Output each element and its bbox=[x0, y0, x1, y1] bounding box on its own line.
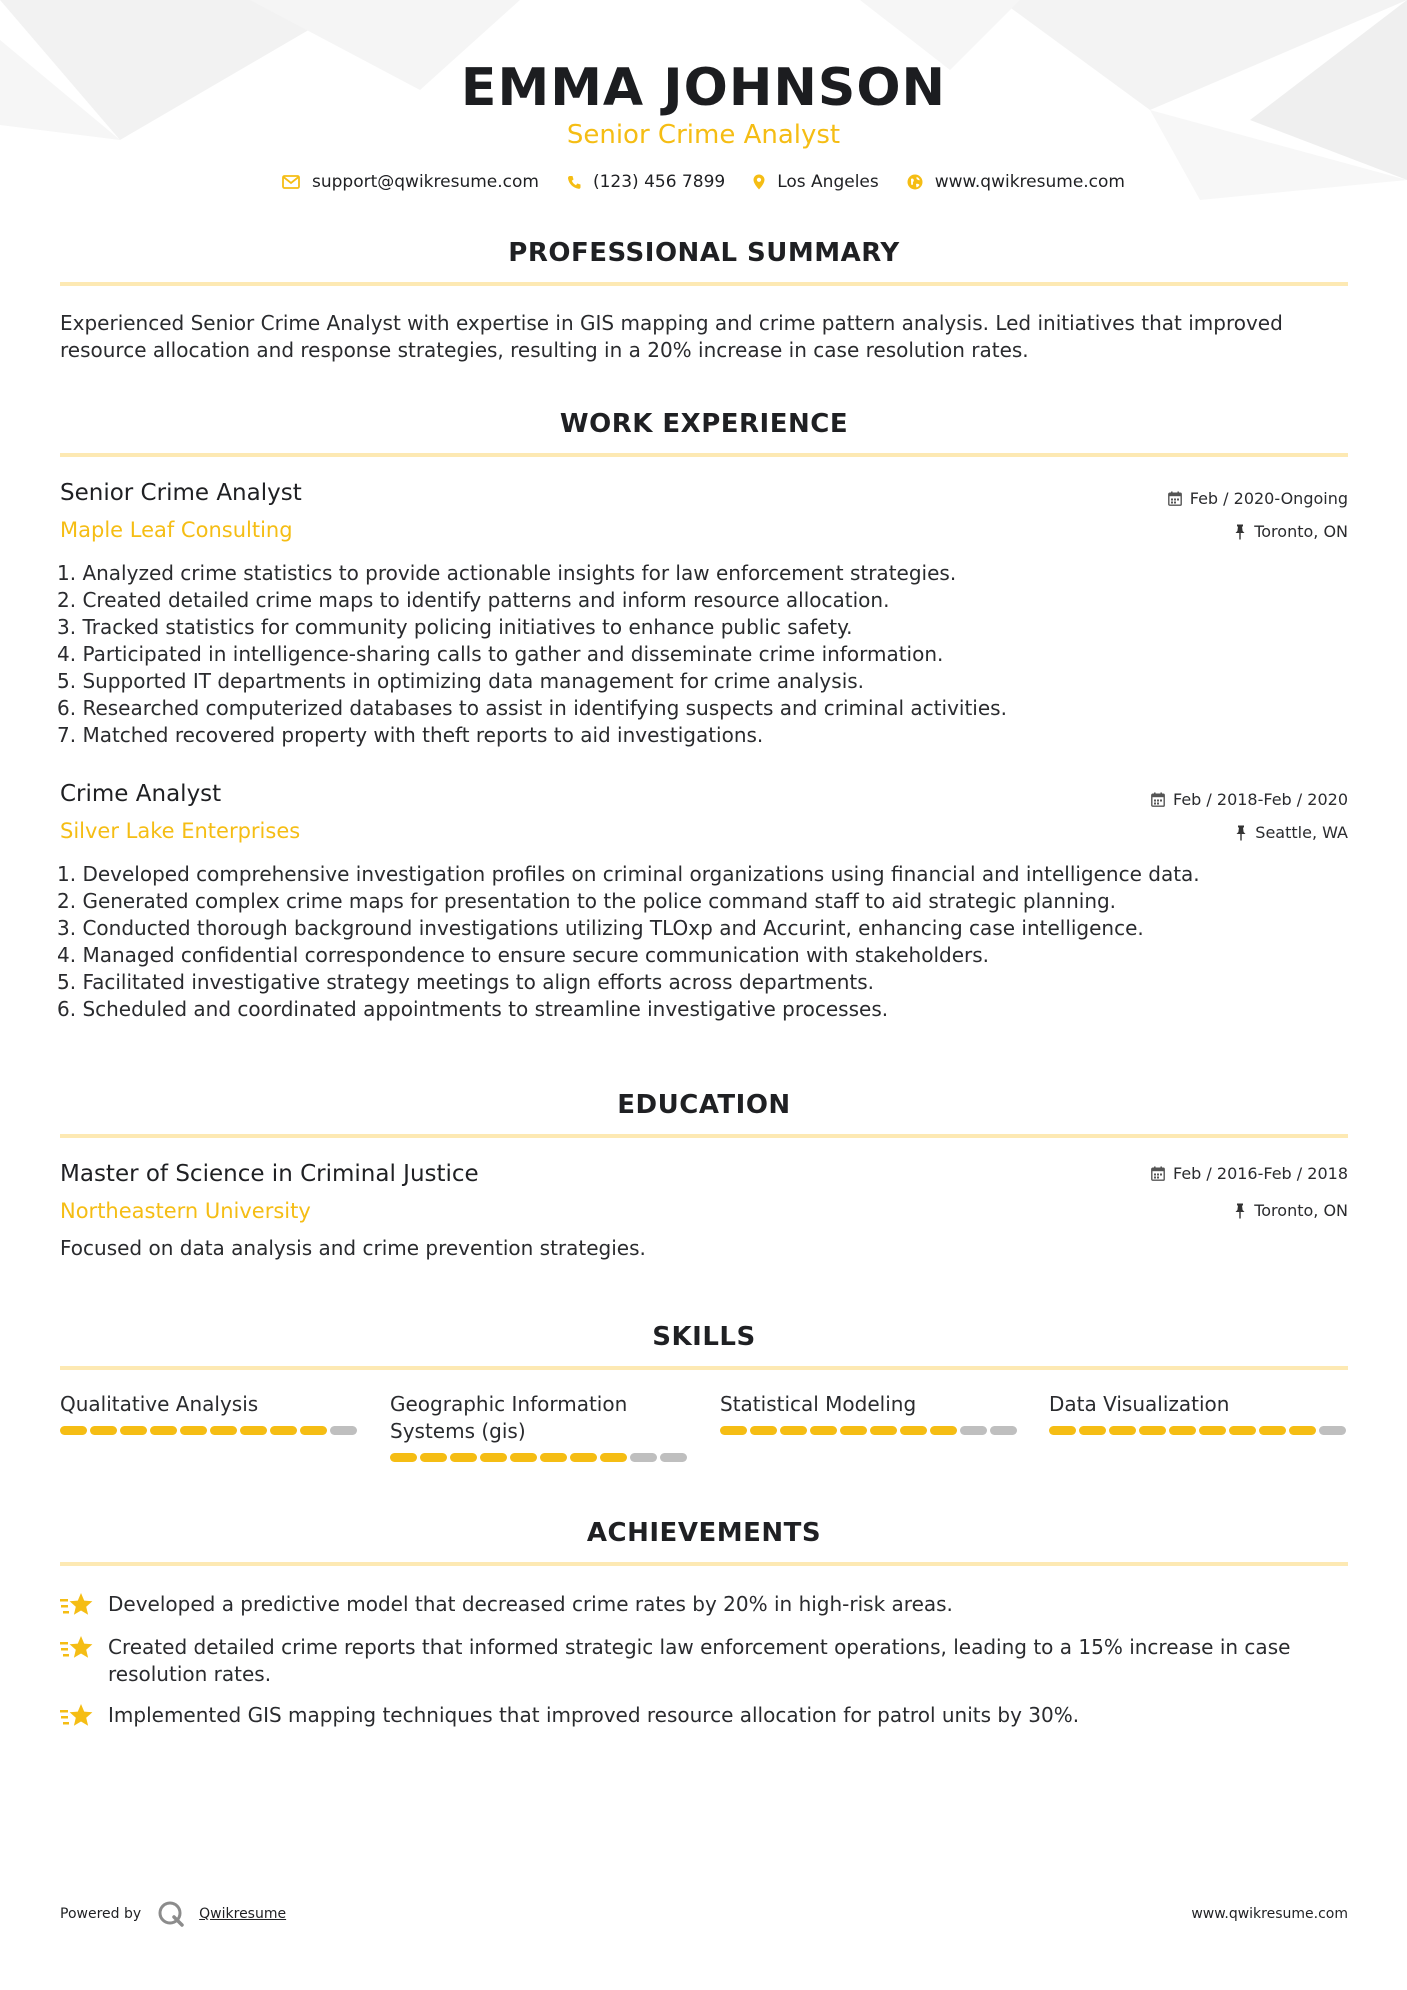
list-item: 4. Participated in intelligence-sharing calls to gather and disseminate crime information. bbox=[57, 642, 944, 666]
skill-dot-filled bbox=[210, 1426, 237, 1435]
education-date-text: Feb / 2016-Feb / 2018 bbox=[1173, 1164, 1348, 1183]
skill-dot-filled bbox=[600, 1453, 627, 1462]
summary-heading: PROFESSIONAL SUMMARY bbox=[508, 238, 900, 268]
list-item: 5. Supported IT departments in optimizing data management for crime analysis. bbox=[57, 669, 865, 693]
skill-dot-filled bbox=[450, 1453, 477, 1462]
skill-dot-filled bbox=[420, 1453, 447, 1462]
achievement-item bbox=[60, 1634, 1350, 1688]
skill-dot-empty bbox=[990, 1426, 1017, 1435]
skill-item bbox=[390, 1391, 690, 1462]
skill-dot-filled bbox=[150, 1426, 177, 1435]
skill-dot-empty bbox=[1319, 1426, 1346, 1435]
pin-icon bbox=[1234, 1203, 1246, 1219]
education-description: Focused on data analysis and crime prevention strategies. bbox=[60, 1236, 646, 1260]
job-title: Crime Analyst bbox=[60, 781, 222, 807]
skill-dot-filled bbox=[840, 1426, 867, 1435]
contact-location-text: Los Angeles bbox=[777, 172, 879, 192]
skill-item bbox=[720, 1391, 1020, 1435]
skill-level-bar bbox=[60, 1426, 360, 1435]
skill-dot-filled bbox=[300, 1426, 327, 1435]
skill-name: Geographic Information Systems (gis) bbox=[390, 1392, 628, 1443]
list-item: 3. Conducted thorough background investigations utilizing TLOxp and Accurint, enhancing case intelligence. bbox=[57, 916, 1144, 940]
list-item: 2. Created detailed crime maps to identify patterns and inform resource allocation. bbox=[57, 588, 890, 612]
achievement-text: Implemented GIS mapping techniques that improved resource allocation for patrol units by 30%. bbox=[108, 1703, 1080, 1727]
education-heading: EDUCATION bbox=[617, 1090, 791, 1120]
education-divider bbox=[60, 1134, 1348, 1138]
skill-dot-filled bbox=[1199, 1426, 1226, 1435]
job-date bbox=[1168, 489, 1348, 508]
job-date-text: Feb / 2020-Ongoing bbox=[1189, 489, 1348, 508]
skill-dot-empty bbox=[330, 1426, 357, 1435]
skill-item bbox=[1049, 1391, 1349, 1435]
skill-dot-filled bbox=[930, 1426, 957, 1435]
achievements-heading: ACHIEVEMENTS bbox=[586, 1518, 822, 1548]
skill-dot-filled bbox=[180, 1426, 207, 1435]
envelope-icon bbox=[282, 175, 300, 189]
job-location-text: Toronto, ON bbox=[1254, 522, 1348, 541]
achievement-text: Created detailed crime reports that informed strategic law enforcement operations, leading to a 15% increase in case resolution rates. bbox=[108, 1635, 1291, 1686]
skill-dot-filled bbox=[480, 1453, 507, 1462]
footer bbox=[60, 1900, 1348, 1928]
qwikresume-logo-icon bbox=[157, 1900, 185, 1928]
skill-dot-filled bbox=[510, 1453, 537, 1462]
skill-dot-filled bbox=[1289, 1426, 1316, 1435]
job-date bbox=[1151, 790, 1348, 809]
list-item: 1. Analyzed crime statistics to provide actionable insights for law enforcement strategies. bbox=[57, 561, 957, 585]
phone-icon bbox=[567, 175, 581, 190]
skill-dot-filled bbox=[1139, 1426, 1166, 1435]
skill-dot-filled bbox=[1049, 1426, 1076, 1435]
contact-location bbox=[753, 172, 879, 192]
contact-phone[interactable] bbox=[567, 172, 725, 192]
list-item: 1. Developed comprehensive investigation profiles on criminal organizations using financial and intelligence data. bbox=[57, 862, 1200, 886]
pin-icon bbox=[1234, 524, 1246, 540]
contact-website[interactable] bbox=[907, 172, 1125, 192]
skill-level-bar bbox=[720, 1426, 1020, 1435]
degree-title: Master of Science in Criminal Justice bbox=[60, 1161, 479, 1187]
list-item: 5. Facilitated investigative strategy meetings to align efforts across departments. bbox=[57, 970, 875, 994]
summary-text: Experienced Senior Crime Analyst with expertise in GIS mapping and crime pattern analysis. Led initiatives that improved resource allocation and response strategies, resulting in a 20% increase in case resolution rates. bbox=[60, 311, 1283, 362]
skill-dot-filled bbox=[1259, 1426, 1286, 1435]
skill-dot-filled bbox=[720, 1426, 747, 1435]
achievement-item bbox=[60, 1591, 1350, 1619]
achievement-item bbox=[60, 1702, 1350, 1730]
achievements-divider bbox=[60, 1562, 1348, 1566]
list-item: 6. Scheduled and coordinated appointments to streamline investigative processes. bbox=[57, 997, 889, 1021]
skill-name: Data Visualization bbox=[1049, 1392, 1230, 1416]
skill-dot-filled bbox=[570, 1453, 597, 1462]
list-item: 6. Researched computerized databases to assist in identifying suspects and criminal activities. bbox=[57, 696, 1007, 720]
skill-dot-filled bbox=[1229, 1426, 1256, 1435]
candidate-role: Senior Crime Analyst bbox=[566, 120, 841, 150]
contact-email[interactable] bbox=[282, 172, 539, 192]
skill-name: Statistical Modeling bbox=[720, 1392, 917, 1416]
candidate-name: EMMA JOHNSON bbox=[460, 58, 947, 118]
skill-dot-filled bbox=[1169, 1426, 1196, 1435]
skill-level-bar bbox=[390, 1453, 690, 1462]
skill-dot-filled bbox=[240, 1426, 267, 1435]
qwikresume-link[interactable]: Qwikresume bbox=[199, 1906, 287, 1922]
calendar-icon bbox=[1168, 491, 1182, 506]
skill-dot-filled bbox=[270, 1426, 297, 1435]
skills-divider bbox=[60, 1366, 1348, 1370]
footer-url[interactable]: www.qwikresume.com bbox=[1191, 1906, 1348, 1922]
job-company: Maple Leaf Consulting bbox=[60, 518, 293, 542]
education-location bbox=[1234, 1201, 1348, 1220]
skill-dot-empty bbox=[660, 1453, 687, 1462]
skills-heading: SKILLS bbox=[652, 1322, 756, 1352]
skill-dot-filled bbox=[390, 1453, 417, 1462]
job-location bbox=[1234, 522, 1348, 541]
job-location bbox=[1235, 823, 1348, 842]
star-icon bbox=[60, 1634, 94, 1662]
pin-icon bbox=[1235, 825, 1247, 841]
job-date-text: Feb / 2018-Feb / 2020 bbox=[1173, 790, 1348, 809]
list-item: 3. Tracked statistics for community policing initiatives to enhance public safety. bbox=[57, 615, 853, 639]
contact-website-text: www.qwikresume.com bbox=[934, 172, 1125, 192]
calendar-icon bbox=[1151, 1166, 1165, 1181]
list-item: 2. Generated complex crime maps for presentation to the police command staff to aid strategic planning. bbox=[57, 889, 1117, 913]
skill-dot-filled bbox=[780, 1426, 807, 1435]
skill-dot-filled bbox=[1109, 1426, 1136, 1435]
globe-icon bbox=[907, 174, 923, 190]
job-company: Silver Lake Enterprises bbox=[60, 819, 301, 843]
contact-email-text: support@qwikresume.com bbox=[312, 172, 539, 192]
skill-dot-filled bbox=[540, 1453, 567, 1462]
skill-dot-filled bbox=[870, 1426, 897, 1435]
skill-dot-empty bbox=[960, 1426, 987, 1435]
contact-phone-text: (123) 456 7899 bbox=[592, 172, 726, 192]
skill-dot-filled bbox=[900, 1426, 927, 1435]
summary-divider bbox=[60, 282, 1348, 286]
calendar-icon bbox=[1151, 792, 1165, 807]
school-name: Northeastern University bbox=[60, 1199, 311, 1223]
list-item: 4. Managed confidential correspondence to ensure secure communication with stakeholders. bbox=[57, 943, 990, 967]
skill-level-bar bbox=[1049, 1426, 1349, 1435]
job-bullets bbox=[57, 560, 1347, 749]
skill-dot-filled bbox=[120, 1426, 147, 1435]
education-date bbox=[1151, 1164, 1348, 1183]
skill-dot-filled bbox=[60, 1426, 87, 1435]
achievement-text: Developed a predictive model that decreased crime rates by 20% in high-risk areas. bbox=[108, 1592, 953, 1616]
skill-dot-filled bbox=[810, 1426, 837, 1435]
list-item: 7. Matched recovered property with theft reports to aid investigations. bbox=[57, 723, 764, 747]
skill-name: Qualitative Analysis bbox=[60, 1392, 259, 1416]
powered-by bbox=[60, 1900, 286, 1928]
job-bullets bbox=[57, 861, 1347, 1023]
skill-dot-filled bbox=[1079, 1426, 1106, 1435]
skill-dot-filled bbox=[90, 1426, 117, 1435]
powered-by-label: Powered by bbox=[60, 1906, 142, 1922]
skill-item bbox=[60, 1391, 360, 1435]
star-icon bbox=[60, 1591, 94, 1619]
map-marker-icon bbox=[753, 174, 765, 190]
education-location-text: Toronto, ON bbox=[1254, 1201, 1348, 1220]
experience-heading: WORK EXPERIENCE bbox=[559, 409, 849, 439]
contact-bar bbox=[0, 172, 1407, 192]
skill-dot-filled bbox=[750, 1426, 777, 1435]
star-icon bbox=[60, 1702, 94, 1730]
job-location-text: Seattle, WA bbox=[1255, 823, 1348, 842]
experience-divider bbox=[60, 453, 1348, 457]
job-title: Senior Crime Analyst bbox=[60, 480, 302, 506]
skill-dot-empty bbox=[630, 1453, 657, 1462]
